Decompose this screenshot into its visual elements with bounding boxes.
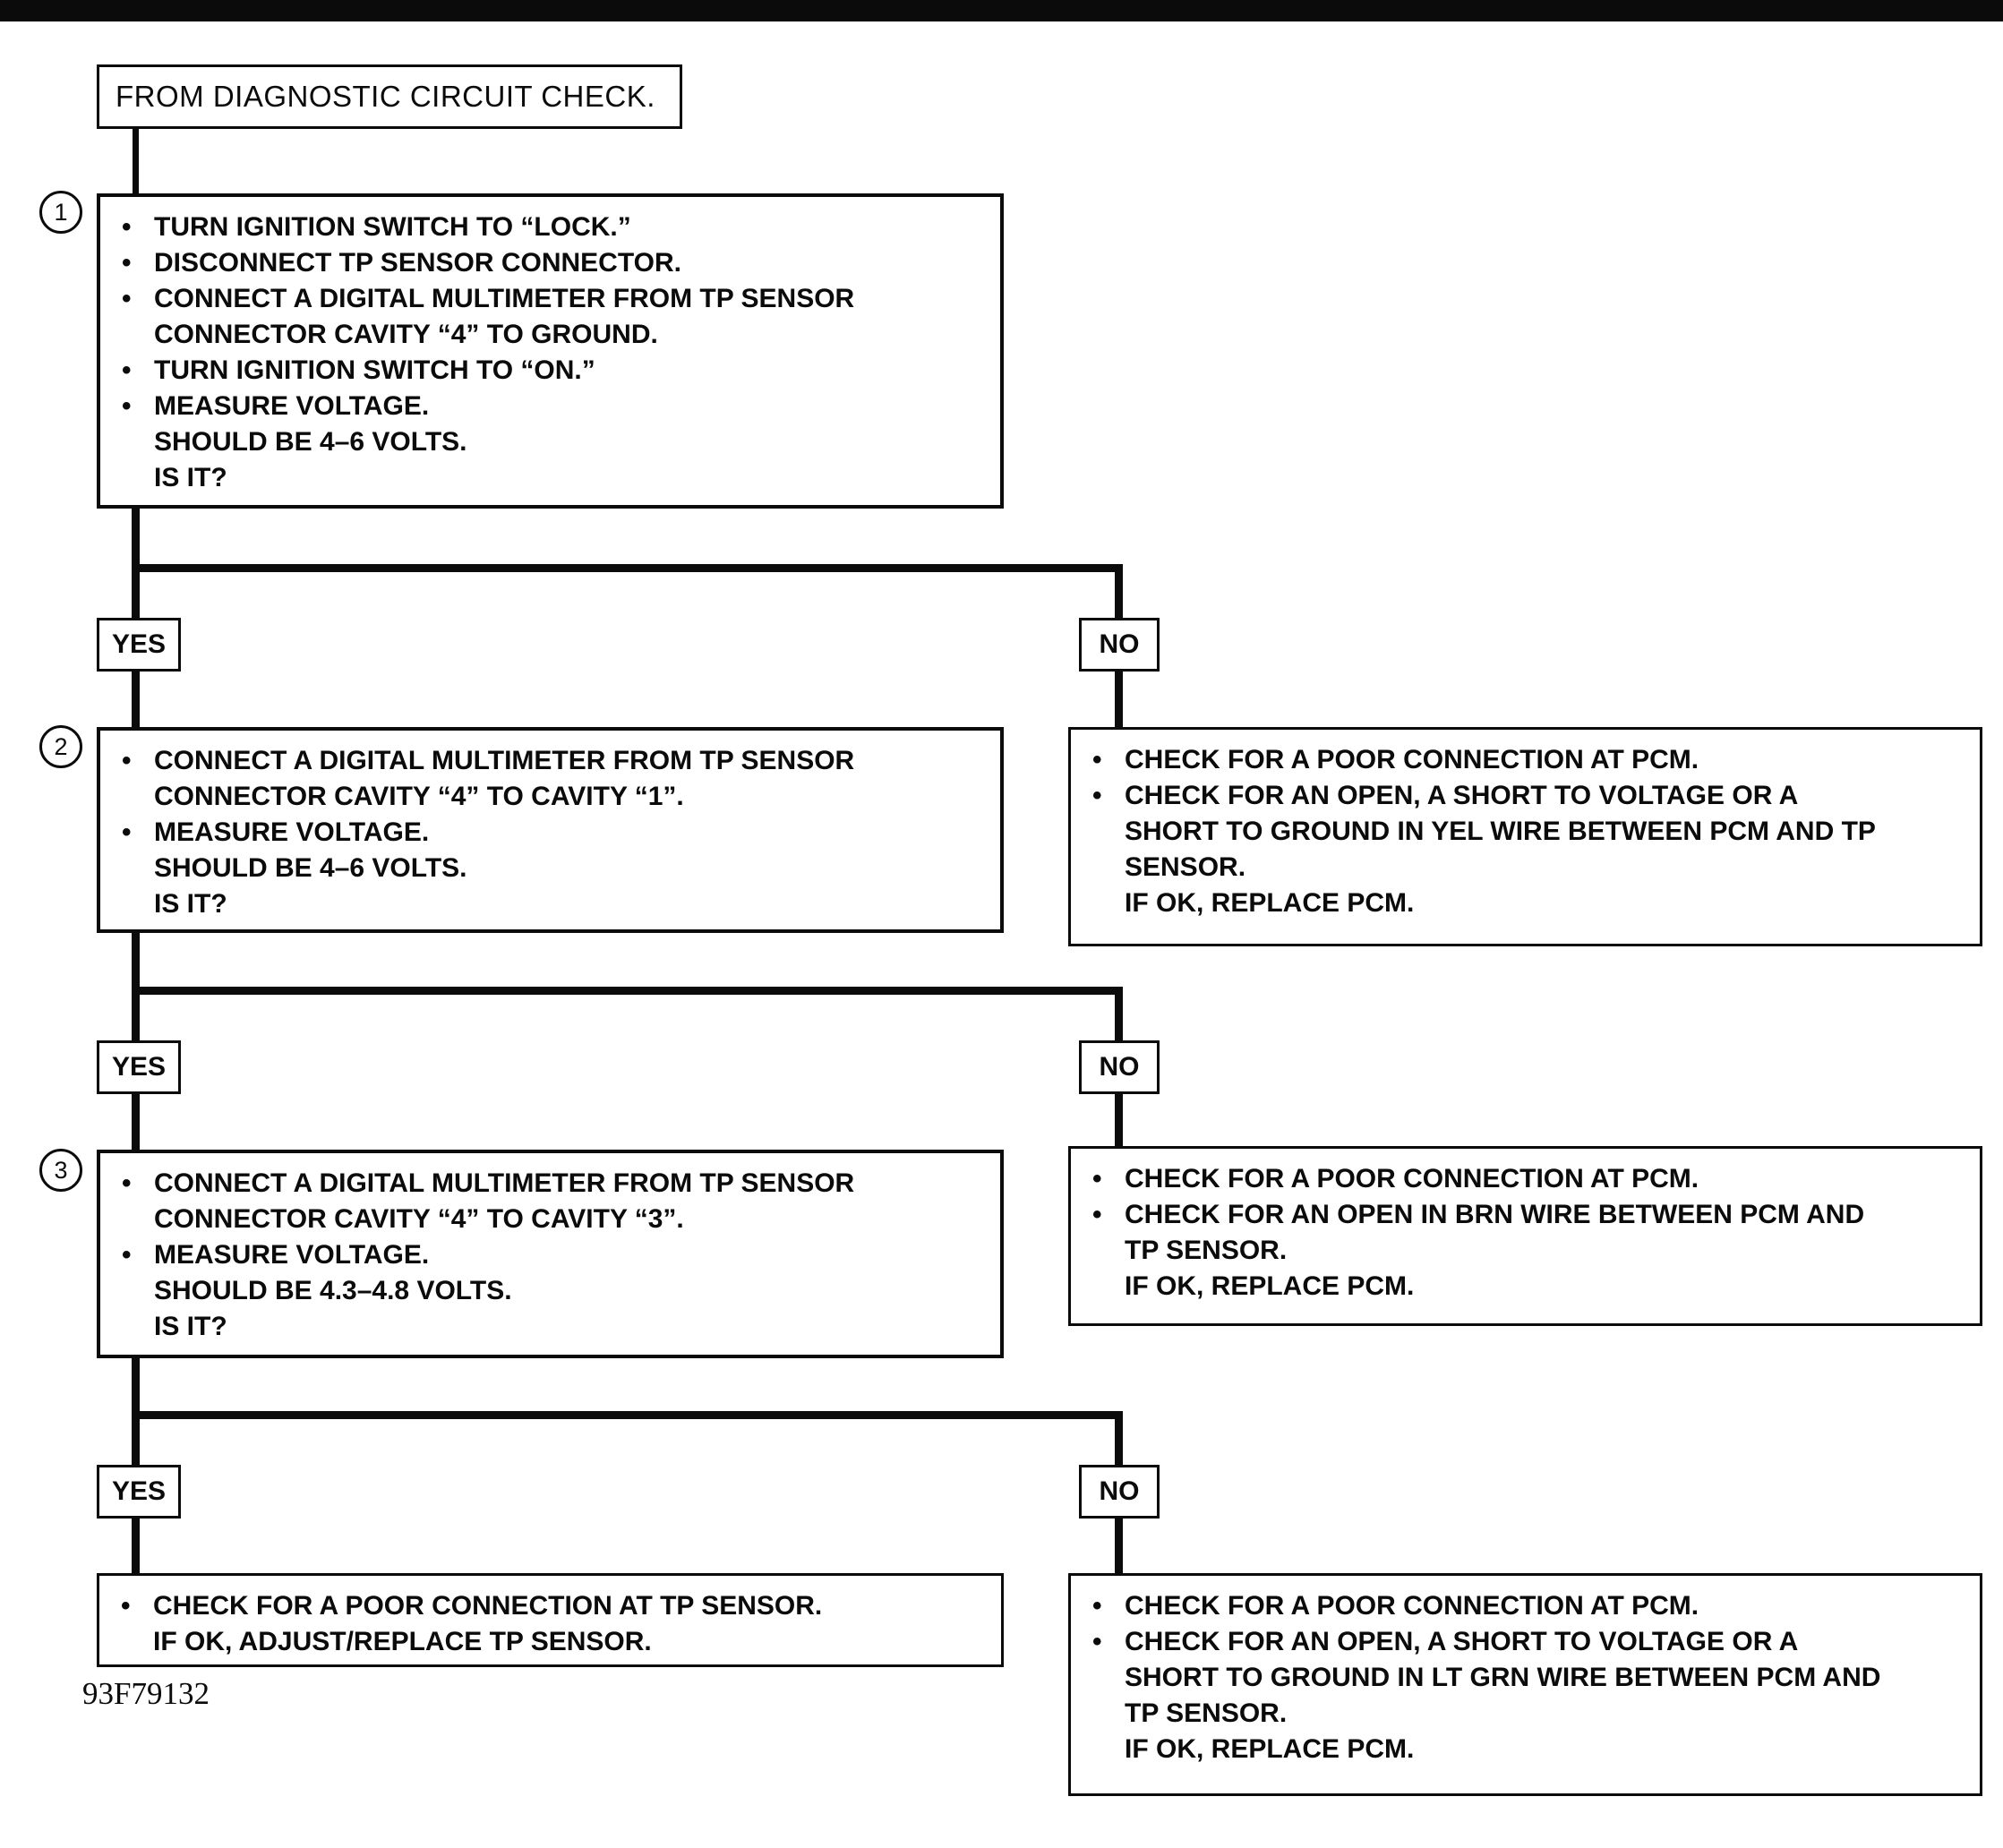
bullet-icon (121, 1588, 153, 1624)
instruction-text: IF OK, REPLACE PCM. (1125, 1271, 1415, 1301)
step-2-instructions (100, 731, 1000, 931)
list-item (122, 1309, 984, 1345)
bullet-icon (122, 815, 154, 851)
instruction-text: CHECK FOR A POOR CONNECTION AT PCM. (1125, 745, 1699, 774)
connector-line (132, 1411, 1123, 1419)
list-item (1092, 814, 1964, 850)
connector-line (1115, 1517, 1123, 1575)
step-number-1 (39, 191, 82, 234)
step-3-instructions (100, 1153, 1000, 1354)
bullet-icon (122, 743, 154, 779)
list-item (122, 1273, 984, 1309)
list-item (122, 353, 984, 389)
instruction-text: IS IT? (154, 463, 227, 492)
list-item (1092, 1233, 1964, 1269)
yes-label-2-text: YES (111, 1052, 167, 1082)
instruction-text: CHECK FOR AN OPEN, A SHORT TO VOLTAGE OR A (1125, 781, 1799, 810)
bullet-icon (122, 389, 154, 424)
bullet-icon (122, 1237, 154, 1273)
step-number-1-text: 1 (54, 198, 68, 226)
start-box (97, 64, 682, 129)
list-item (1092, 1588, 1964, 1624)
instruction-text: IS IT? (154, 1312, 227, 1341)
list-item (122, 1202, 984, 1237)
instruction-text: CONNECT A DIGITAL MULTIMETER FROM TP SENSOR (154, 746, 855, 775)
instruction-text: IF OK, REPLACE PCM. (1125, 1734, 1415, 1764)
instruction-text: SHOULD BE 4–6 VOLTS. (154, 427, 467, 457)
result-box-no-2 (1068, 1146, 1982, 1326)
instruction-text: DISCONNECT TP SENSOR CONNECTOR. (154, 248, 681, 278)
step-number-3-text: 3 (54, 1156, 68, 1184)
list-item (122, 743, 984, 779)
step-number-2-text: 2 (54, 732, 68, 760)
instruction-text: MEASURE VOLTAGE. (154, 391, 430, 421)
instruction-text: IF OK, ADJUST/REPLACE TP SENSOR. (153, 1627, 652, 1656)
connector-line (132, 987, 1123, 995)
list-item (122, 815, 984, 851)
list-item (122, 424, 984, 460)
list-item (1092, 1732, 1964, 1767)
instruction-text: TURN IGNITION SWITCH TO “LOCK.” (154, 212, 631, 242)
bullet-icon (1092, 1161, 1125, 1197)
list-item (1092, 886, 1964, 921)
connector-line (132, 1517, 140, 1575)
result-no-1-instructions (1071, 730, 1980, 930)
step-1-box (97, 193, 1004, 509)
list-item (1092, 1161, 1964, 1197)
connector-line (1115, 670, 1123, 729)
bullet-icon (122, 1166, 154, 1202)
instruction-text: TP SENSOR. (1125, 1698, 1288, 1728)
connector-line (1115, 1411, 1123, 1467)
result-box-no-1 (1068, 727, 1982, 946)
step-1-instructions (100, 197, 1000, 505)
list-item (122, 779, 984, 815)
instruction-text: CONNECT A DIGITAL MULTIMETER FROM TP SENSOR (154, 284, 855, 313)
list-item (1092, 1660, 1964, 1696)
connector-line (133, 129, 139, 195)
instruction-text: IF OK, REPLACE PCM. (1125, 888, 1415, 918)
yes-label-3-text: YES (111, 1476, 167, 1506)
scan-artifact-bar (0, 0, 2003, 21)
list-item (121, 1624, 985, 1660)
bullet-icon (1092, 1624, 1125, 1660)
list-item (122, 1166, 984, 1202)
no-label-1-text: NO (1099, 629, 1140, 659)
instruction-text: IS IT? (154, 889, 227, 919)
list-item (1092, 742, 1964, 778)
list-item (122, 210, 984, 245)
connector-line (1115, 564, 1123, 620)
connector-line (132, 1092, 140, 1151)
list-item (1092, 1624, 1964, 1660)
instruction-text: CONNECTOR CAVITY “4” TO CAVITY “3”. (154, 1204, 684, 1234)
yes-label-2 (97, 1040, 181, 1094)
list-item (122, 245, 984, 281)
bullet-icon (1092, 742, 1125, 778)
instruction-text: MEASURE VOLTAGE. (154, 1240, 430, 1270)
step-number-2 (39, 725, 82, 768)
bullet-icon (122, 245, 154, 281)
instruction-text: TP SENSOR. (1125, 1236, 1288, 1265)
figure-code: 93F79132 (82, 1676, 210, 1711)
connector-line (1115, 987, 1123, 1042)
step-number-3 (39, 1149, 82, 1192)
terminal-yes-instructions (99, 1576, 1001, 1669)
instruction-text: CONNECTOR CAVITY “4” TO GROUND. (154, 320, 658, 349)
bullet-icon (122, 281, 154, 317)
instruction-text: SHOULD BE 4–6 VOLTS. (154, 853, 467, 883)
list-item (1092, 778, 1964, 814)
list-item (122, 460, 984, 496)
list-item (122, 886, 984, 922)
yes-label-1 (97, 618, 181, 672)
instruction-text: SENSOR. (1125, 852, 1246, 882)
connector-line (132, 507, 140, 620)
result-no-2-instructions (1071, 1149, 1980, 1313)
list-item (1092, 1696, 1964, 1732)
yes-label-3 (97, 1465, 181, 1519)
no-label-1 (1079, 618, 1160, 672)
list-item (1092, 850, 1964, 886)
yes-label-1-text: YES (111, 629, 167, 659)
step-2-box (97, 727, 1004, 933)
list-item (122, 317, 984, 353)
no-label-2-text: NO (1099, 1052, 1140, 1082)
instruction-text: SHORT TO GROUND IN YEL WIRE BETWEEN PCM AND TP (1125, 817, 1876, 846)
bullet-icon (1092, 1197, 1125, 1233)
list-item (122, 281, 984, 317)
list-item (122, 389, 984, 424)
instruction-text: CONNECTOR CAVITY “4” TO CAVITY “1”. (154, 782, 684, 811)
instruction-text: SHOULD BE 4.3–4.8 VOLTS. (154, 1276, 512, 1305)
list-item (122, 851, 984, 886)
instruction-text: CHECK FOR A POOR CONNECTION AT PCM. (1125, 1591, 1699, 1621)
instruction-text: CHECK FOR A POOR CONNECTION AT PCM. (1125, 1164, 1699, 1194)
connector-line (132, 670, 140, 729)
bullet-icon (1092, 778, 1125, 814)
connector-line (1115, 1092, 1123, 1148)
instruction-text: CHECK FOR A POOR CONNECTION AT TP SENSOR. (153, 1591, 823, 1621)
instruction-text: CONNECT A DIGITAL MULTIMETER FROM TP SENSOR (154, 1168, 855, 1198)
list-item (1092, 1269, 1964, 1305)
no-label-2 (1079, 1040, 1160, 1094)
list-item (1092, 1197, 1964, 1233)
bullet-icon (122, 353, 154, 389)
instruction-text: CHECK FOR AN OPEN, A SHORT TO VOLTAGE OR A (1125, 1627, 1799, 1656)
no-label-3-text: NO (1099, 1476, 1140, 1506)
instruction-text: MEASURE VOLTAGE. (154, 817, 430, 847)
bullet-icon (1092, 1588, 1125, 1624)
bullet-icon (122, 210, 154, 245)
instruction-text: TURN IGNITION SWITCH TO “ON.” (154, 355, 595, 385)
list-item (121, 1588, 985, 1624)
no-label-3 (1079, 1465, 1160, 1519)
connector-line (132, 564, 1123, 572)
terminal-no-instructions (1071, 1576, 1980, 1776)
instruction-text: SHORT TO GROUND IN LT GRN WIRE BETWEEN PCM AND (1125, 1663, 1881, 1692)
list-item (122, 1237, 984, 1273)
terminal-box-no (1068, 1573, 1982, 1796)
step-3-box (97, 1150, 1004, 1358)
terminal-box-yes (97, 1573, 1004, 1667)
start-box-label: FROM DIAGNOSTIC CIRCUIT CHECK. (116, 80, 655, 113)
instruction-text: CHECK FOR AN OPEN IN BRN WIRE BETWEEN PCM AND (1125, 1200, 1865, 1229)
